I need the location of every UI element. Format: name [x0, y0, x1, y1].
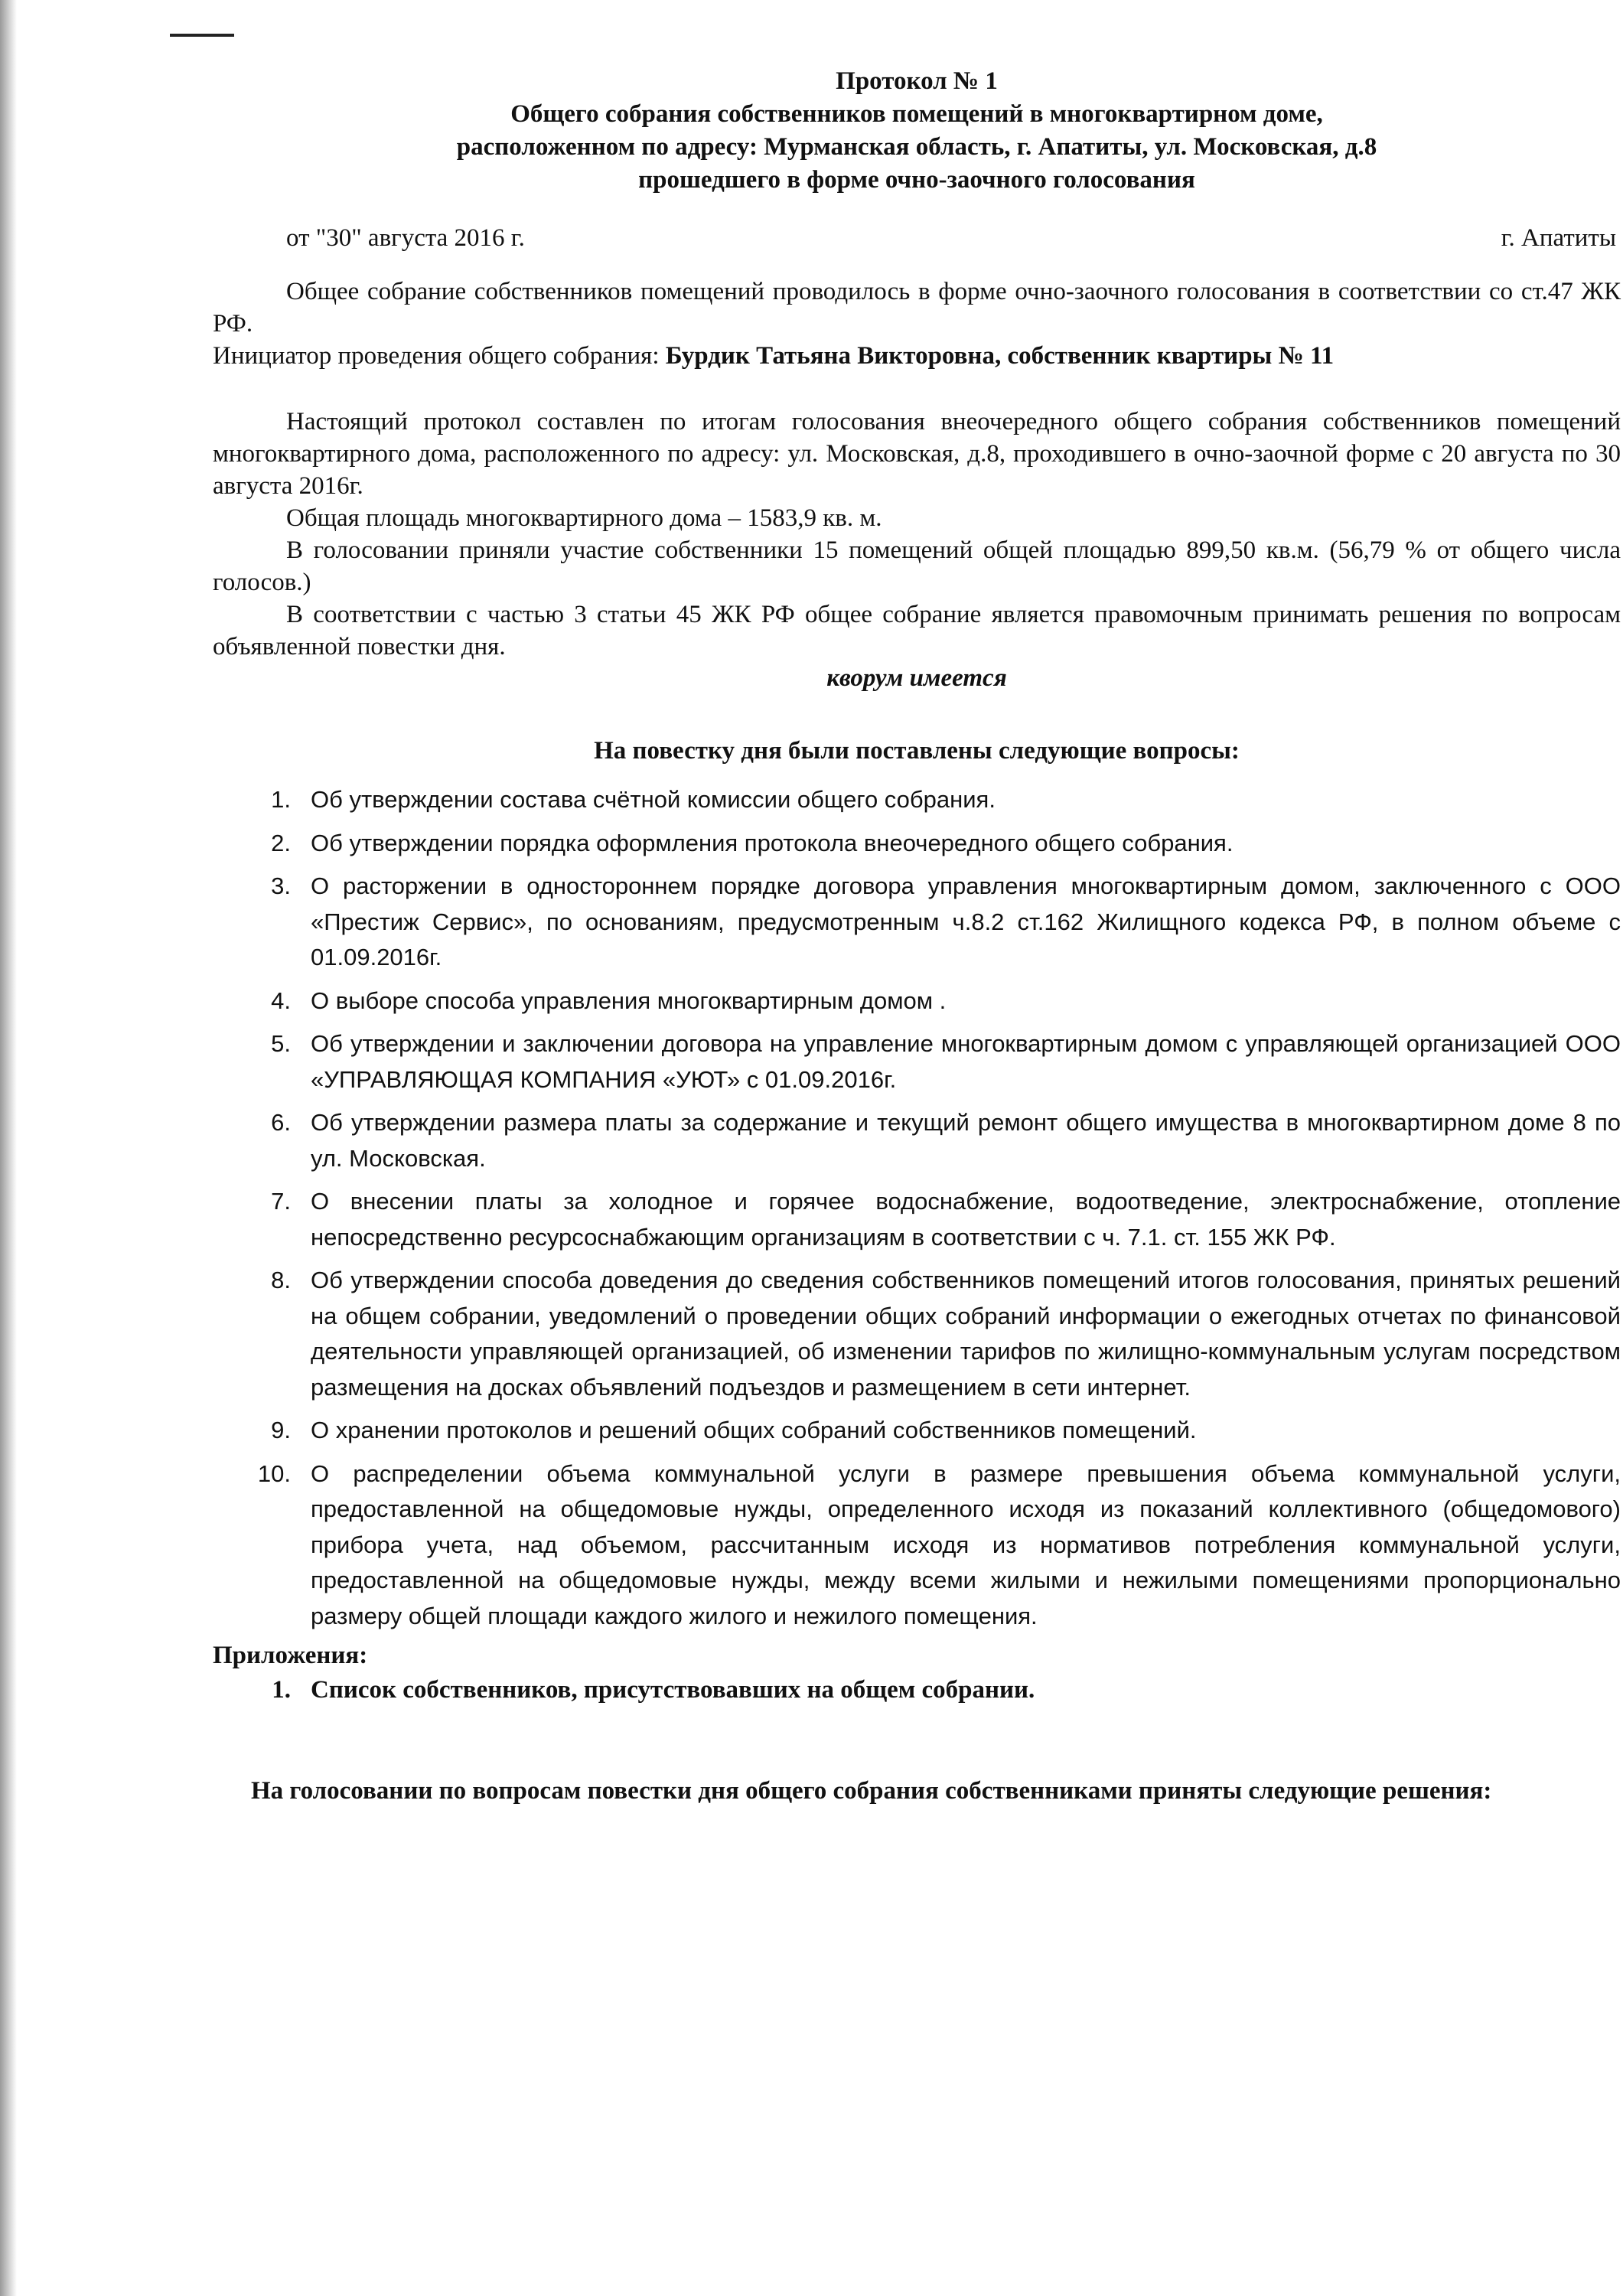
scan-edge-shadow	[0, 0, 17, 2296]
agenda-item-number: 8.	[271, 1267, 291, 1293]
agenda-item	[213, 1184, 1621, 1255]
initiator-name: Бурдик Татьяна Викторовна, собственник квартиры № 11	[665, 342, 1335, 370]
agenda-item	[213, 826, 1621, 862]
agenda-item-number: 7.	[271, 1188, 291, 1215]
agenda-item-number: 10.	[257, 1459, 291, 1487]
appendix-item-number: 1.	[272, 1676, 291, 1704]
agenda-item	[213, 983, 1621, 1019]
participation-paragraph: В голосовании приняли участие собственники 15 помещений общей площадью 899,50 кв.м. (56,79 % от общего числа голосов.)	[213, 536, 1621, 596]
document-title	[213, 65, 1621, 197]
appendix-item-text: Список собственников, присутствовавших на общем собрании.	[311, 1676, 1035, 1704]
agenda-item-text: Об утверждении состава счётной комиссии общего собрания.	[311, 786, 996, 813]
agenda-item	[213, 782, 1621, 818]
agenda-item-number: 5.	[271, 1030, 291, 1057]
agenda-item-text: Об утверждении размера платы за содержание и текущий ремонт общего имущества в многоквартирном доме 8 по ул. Московская.	[311, 1109, 1621, 1172]
agenda-item	[213, 1456, 1621, 1635]
document-page	[213, 0, 1621, 1807]
title-line-3: расположенном по адресу: Мурманская область, г. Апатиты, ул. Московская, д.8	[456, 133, 1377, 161]
decisions-intro: На голосовании по вопросам повестки дня общего собрания собственниками приняты следующие решения:	[251, 1777, 1492, 1805]
agenda-item	[213, 1105, 1621, 1176]
agenda-item-number: 1.	[271, 786, 291, 813]
agenda-item-text: Об утверждении способа доведения до сведения собственников помещений итогов голосования, принятых решений на общем собрании, уведомлений о проведении общих собраний информации о ежегодных отчетах по финансовой деятельности управляющей организацией, об изменении тарифов по жилищно-коммунальным услугам посредством размещения на досках объявлений подъездов и размещением в сети интернет.	[311, 1267, 1621, 1401]
document-city: г. Апатиты	[1501, 224, 1616, 252]
appendix-item	[213, 1676, 1621, 1704]
agenda-item-number: 6.	[271, 1109, 291, 1136]
agenda-item-number: 9.	[271, 1417, 291, 1443]
agenda-item-number: 3.	[271, 872, 291, 899]
date-line	[213, 224, 1621, 253]
title-line-4: прошедшего в форме очно-заочного голосования	[638, 166, 1195, 194]
agenda-item-text: О хранении протоколов и решений общих собраний собственников помещений.	[311, 1417, 1197, 1443]
agenda-item	[213, 1026, 1621, 1097]
agenda-heading: На повестку дня были поставлены следующие вопросы:	[594, 737, 1240, 765]
agenda-item-text: О распределении объема коммунальной услуги в размере превышения объема коммунальной услуги, предоставленной на общедомовые нужды, определенного исходя из показаний коллективного (общедомового) прибора учета, над объемом, рассчитанным исходя из нормативов потребления коммунальной услуги, предоставленной на общедомовые нужды, между всеми жилыми и нежилыми помещениями пропорционально размеру общей площади каждого жилого и нежилого помещения.	[311, 1459, 1621, 1629]
intro-paragraph: Общее собрание собственников помещений проводилось в форме очно-заочного голосования в соответствии со ст.47 ЖК РФ.	[213, 278, 1621, 338]
agenda-item-text: Об утверждении и заключении договора на управление многоквартирным домом с управляющей организацией ООО «УПРАВЛЯЮЩАЯ КОМПАНИЯ «УЮТ» с 01.09.2016г.	[311, 1030, 1621, 1093]
agenda-item	[213, 1263, 1621, 1405]
total-area: Общая площадь многоквартирного дома – 1583,9 кв. м.	[286, 504, 882, 532]
appendix-heading: Приложения:	[213, 1642, 368, 1669]
agenda-item-text: О внесении платы за холодное и горячее водоснабжение, водоотведение, электроснабжение, отопление непосредственно ресурсоснабжающим организациям в соответствии с ч. 7.1. ст. 155 ЖК РФ.	[311, 1188, 1621, 1251]
initiator-line	[213, 340, 1621, 372]
legal-paragraph: В соответствии с частью 3 статьи 45 ЖК РФ общее собрание является правомочным принимать решения по вопросам объявленной повестки дня.	[213, 601, 1621, 660]
summary-paragraph: Настоящий протокол составлен по итогам голосования внеочередного общего собрания собственников помещений многоквартирного дома, расположенного по адресу: ул. Московская, д.8, проходившего в очно-заочной форме с 20 августа по 30 августа 2016г.	[213, 408, 1621, 500]
agenda-item	[213, 1413, 1621, 1449]
title-line-2: Общего собрания собственников помещений в многоквартирном доме,	[510, 100, 1323, 128]
title-line-1: Протокол № 1	[836, 67, 998, 95]
agenda-item-number: 4.	[271, 987, 291, 1014]
agenda-list	[213, 782, 1621, 1634]
agenda-item	[213, 869, 1621, 976]
agenda-item-number: 2.	[271, 829, 291, 856]
agenda-item-text: О расторжении в одностороннем порядке договора управления многоквартирным домом, заключенного с ООО «Престиж Сервис», по основаниям, предусмотренным ч.8.2 ст.162 Жилищного кодекса РФ, в полном объеме с 01.09.2016г.	[311, 872, 1621, 970]
document-date: от "30" августа 2016 г.	[286, 224, 525, 252]
initiator-label: Инициатор проведения общего собрания:	[213, 342, 666, 370]
quorum-note: кворум имеется	[826, 664, 1007, 692]
agenda-item-text: Об утверждении порядка оформления протокола внеочередного общего собрания.	[311, 829, 1234, 856]
agenda-item-text: О выборе способа управления многоквартирным домом .	[311, 987, 947, 1014]
